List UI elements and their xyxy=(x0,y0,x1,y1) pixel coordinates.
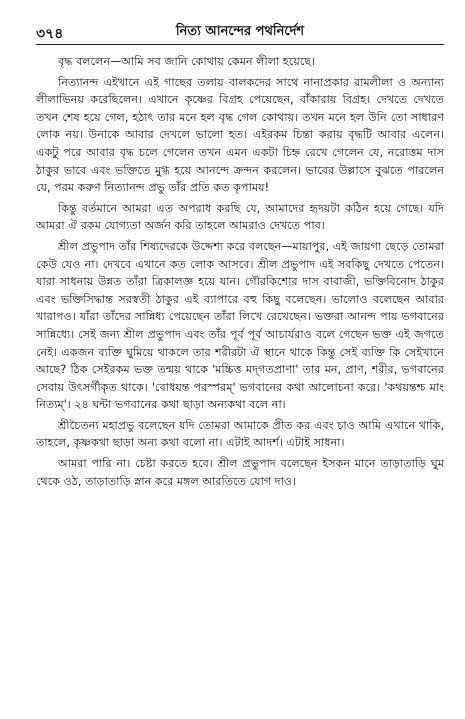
running-title: নিত্য আনন্দের পথনির্দেশ xyxy=(175,24,305,39)
paragraph: কিন্তু বর্তমানে আমরা এত অপরাধ করছি যে, আমাদের হৃদয়টা কঠিন হয়ে গেছে। যদি আমরা ঐ রকম যোগ্যতা অর্জন করি তাহলে আমরাও দেখতে পাব। xyxy=(36,201,444,233)
paragraph: শ্রীল প্রভুপাদ তাঁর শিষ্যদেরকে উদ্দেশ্য করে বলছেন—মায়াপুর, এই জায়গা ছেড়ে তোমরা কেউ যেও না। দেখবে এখানে কত লোক আসবে। শ্রীল প্রভুপাদ এই সবকিছু দেখতে পেতেন। যারা সাধনায় উন্নত তাঁরা ত্রিকালজ্ঞ হয়ে যান। গৌরকিশোর দাস বাবাজী, ভক্তিবিনোদ ঠাকুর এবং ভক্তিসিদ্ধান্ত সরস্বতী ঠাকুর এই ব্যাপারে বহু কিছু বলেছেন। ভালোও বলেছেন আবার খারাপও। যাঁরা তাঁদের সান্নিধ্য পেয়েছেন তাঁরা লিখে রেখেছেন। ভক্তরা আনন্দ পায় ভগবানের সান্নিধ্যে। সেই জন্য শ্রীল প্রভুপাদ এবং তাঁর পূর্ব পূর্ব আচার্যরাও বলে গেছেন ভক্ত এই জগতে নেই। একজন ব্যক্তি ঘুমিয়ে থাকলে তার শরীরটা ঐ স্থানে থাকে কিন্তু সেই ব্যক্তি কি সেইখানে আছে? ঠিক সেইরকম ভক্ত তন্ময় থাকে 'মচ্চিত্ত মদ্‌গতপ্রাণা' তার মন, প্রাণ, শরীর, ভগবানের সেবায় উৎসর্গীকৃত থাকে। 'বোধয়ন্ত পরস্পরম্' ভগবানের কথা আলোচনা করে। 'কথয়ন্তশ্চ মাং নিত্যম্'। ২৪ ঘন্টা ভগবানের কথা ছাড়া অন্যকথা বলে না। xyxy=(36,239,444,412)
paragraph: আমরা পারি না। চেষ্টা করতে হবে। শ্রীল প্রভুপাদ বলেছেন ইসকন মানে তাড়াতাড়ি ঘুম থেকে ওঠ, তাড়াতাড়ি স্নান করে মঙ্গল আরতিতে যোগ দাও। xyxy=(36,457,444,488)
paragraph: শ্রীচৈতন্য মহাপ্রভু বলেছেন যদি তোমরা আমাকে প্রীত কর এবং চাও আমি এখানে থাকি, তাহলে, কৃষ্ণকথা ছাড়া অন্য কথা বলো না। এটাই আদর্শ। এটাই সাধনা। xyxy=(36,418,444,450)
paragraph: নিত্যানন্দ এইখানে এই গাছের তলায় বালকদের সাথে নানাপ্রকার রামলীলা ও অন্যান্য লীলাভিনয় করেছিলেন। এখানে কৃষ্ণের বিগ্রহ পেয়েছেন, বাঁকারায় বিগ্রহ। দেখতে দেখতে তখন শেষ হয়ে গেল, হঠাৎ তার মনে হল বৃদ্ধ গেল কোথায়। তখন মনে হল উনি তো সাধারণ লোক নয়। উনাকে আবার দেখলে ভালো হত। এইরকম চিন্তা করায় বৃদ্ধটি আবার এলেন। একটু পরে আবার বৃদ্ধ চলে গেলেন তখন এমন একটা চিহ্ন রেখে গেলেন যে, নরোত্তম দাস ঠাকুর ভাবে এবং ভক্তিতে মুগ্ধ হয়ে আনন্দে ক্রন্দন করলেন। ভাবের উল্লাসে বুঝতে পারলেন যে, পরম করুণ নিত্যানন্দ প্রভু তাঁর প্রতি কত কৃপাময়! xyxy=(36,75,444,195)
page-header xyxy=(36,22,444,45)
page-number: ৩৭৪ xyxy=(36,26,64,42)
paragraph: বৃদ্ধ বললেন—আমি সব জানি কোথায় কেমন লীলা হয়েছে। xyxy=(58,55,316,68)
book-page xyxy=(36,22,444,702)
body-text xyxy=(36,53,444,490)
